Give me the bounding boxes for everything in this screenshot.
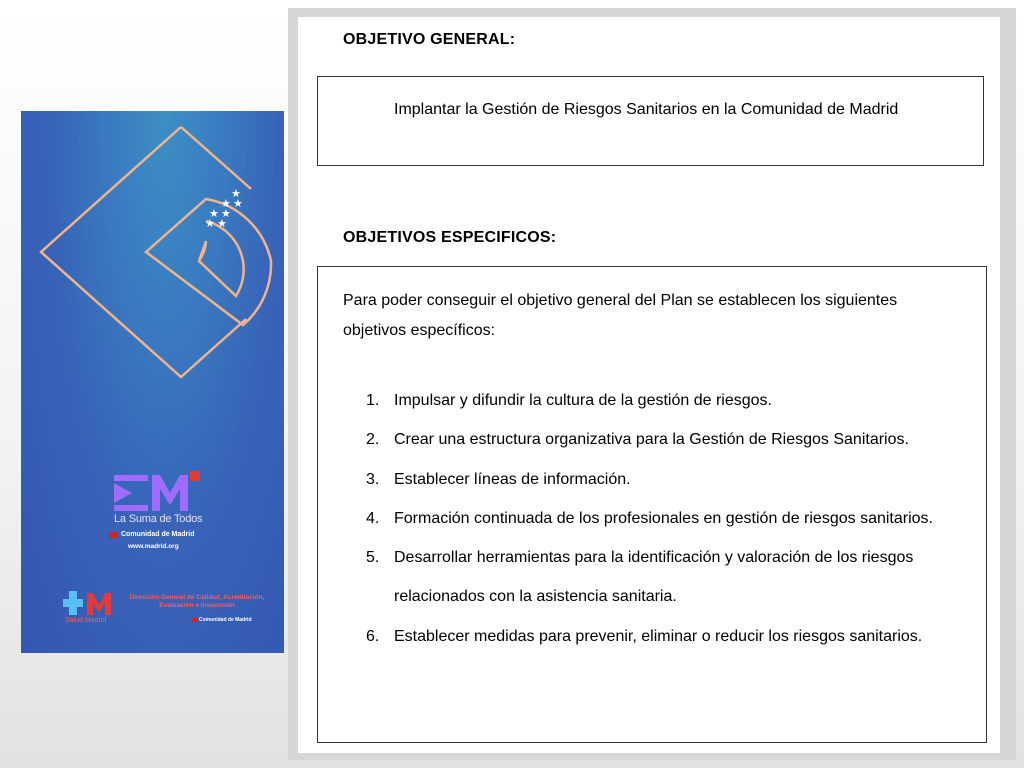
objective-item-1 <box>366 381 976 420</box>
madrid-flag-small-icon <box>191 618 197 622</box>
svg-text:★: ★ <box>221 207 231 220</box>
objective-number: 3. <box>366 470 380 488</box>
general-objective-heading: OBJETIVO GENERAL: <box>343 31 516 48</box>
salud-madrid-logo-icon <box>63 591 113 617</box>
community-label-row <box>109 531 195 538</box>
objective-number: 2. <box>366 431 380 449</box>
objective-item-6 <box>366 617 976 656</box>
svg-text:★: ★ <box>231 187 241 200</box>
specific-objectives-list <box>366 381 976 656</box>
objective-number: 5. <box>366 549 380 567</box>
specific-objectives-intro: Para poder conseguir el objetivo general del Plan se establecen los siguientes objetivos específicos: <box>343 292 898 339</box>
community-label: Comunidad de Madrid <box>121 531 195 538</box>
objective-number: 1. <box>366 392 380 409</box>
general-objective-box <box>317 76 984 166</box>
svg-text:★: ★ <box>217 217 227 230</box>
objective-item-3 <box>366 460 976 499</box>
cover-slogan: La Suma de Todos <box>114 513 203 525</box>
objective-item-4 <box>366 499 976 538</box>
cover-image <box>21 111 284 653</box>
website-label: www.madrid.org <box>128 543 179 550</box>
svg-text:★: ★ <box>221 197 231 210</box>
general-objective-text: Implantar la Gestión de Riesgos Sanitarios en la Comunidad de Madrid <box>394 101 899 118</box>
svg-text:★: ★ <box>209 207 219 220</box>
objective-number: 4. <box>366 509 380 527</box>
madrid-flag-icon <box>109 532 118 538</box>
specific-objectives-heading: OBJETIVOS ESPECIFICOS: <box>343 229 557 246</box>
objective-text: Desarrollar herramientas para la identificación y valoración de los riesgos relacionados con la asistencia sanitaria. <box>394 549 914 606</box>
madrid-emblem-icon <box>21 111 284 411</box>
objective-number: 6. <box>366 627 380 645</box>
objective-text: Crear una estructura organizativa para la Gestión de Riesgos Sanitarios. <box>394 431 909 449</box>
objective-text: Formación continuada de los profesionales en gestión de riesgos sanitarios. <box>394 509 933 527</box>
objective-item-2 <box>366 420 976 459</box>
svg-text:★: ★ <box>205 217 215 230</box>
objective-item-5 <box>366 538 976 617</box>
community-small-label: Comunidad de Madrid <box>199 617 252 623</box>
objective-text: Impulsar y difundir la cultura de la gestión de riesgos. <box>394 392 772 409</box>
objective-text: Establecer líneas de información. <box>394 470 631 488</box>
direction-label: Dirección General de Calidad, Acreditación, Evaluación e Inspección <box>129 594 265 609</box>
svg-text:★: ★ <box>233 197 243 210</box>
objective-text: Establecer medidas para prevenir, eliminar o reducir los riesgos sanitarios. <box>394 627 923 645</box>
salud-madrid-label: Salud Madrid <box>65 617 107 624</box>
community-small-label-row <box>191 617 252 623</box>
